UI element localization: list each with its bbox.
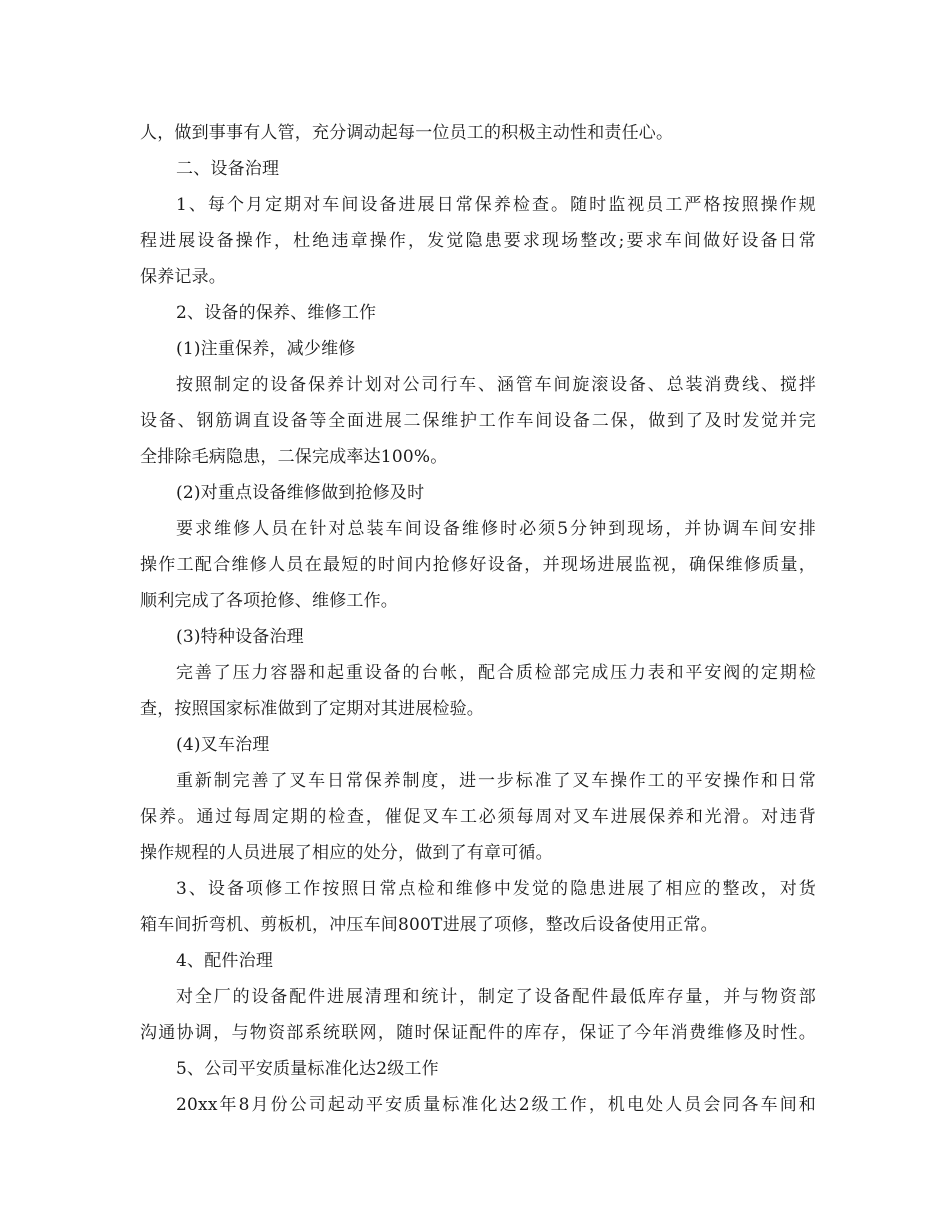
text-line-3: 1、每个月定期对车间设备进展日常保养检查。随时监视员工严格按照操作规 — [176, 195, 816, 215]
text-line-13: 操作工配合维修人员在最短的时间内抢修好设备，并现场进展监视，确保维修质量， — [140, 555, 816, 575]
text-line-19: 重新制完善了叉车日常保养制度，进一步标准了叉车操作工的平安操作和日常 — [176, 771, 816, 791]
subheading-special-equipment: (3)特种设备治理 — [176, 627, 304, 647]
text-line-22: 3、设备项修工作按照日常点检和维修中发觉的隐患进展了相应的整改，对货 — [176, 879, 816, 899]
text-line-1: 人，做到事事有人管，充分调动起每一位员工的积极主动性和责任心。 — [140, 123, 674, 143]
subheading-key-equipment-repair: (2)对重点设备维修做到抢修及时 — [176, 483, 425, 503]
text-line-8: 按照制定的设备保养计划对公司行车、涵管车间旋滚设备、总装消费线、搅拌 — [176, 375, 816, 395]
text-line-28: 20xx年8月份公司起动平安质量标准化达2级工作，机电处人员会同各车间和 — [176, 1095, 816, 1115]
subheading-parts-management: 4、配件治理 — [176, 951, 274, 971]
text-line-4: 程进展设备操作，杜绝违章操作，发觉隐患要求现场整改;要求车间做好设备日常 — [140, 231, 816, 251]
text-line-10: 全排除毛病隐患，二保完成率达100%。 — [140, 447, 448, 467]
text-line-12: 要求维修人员在针对总装车间设备维修时必须5分钟到现场，并协调车间安排 — [176, 519, 816, 539]
document-body — [140, 115, 816, 1123]
subheading-forklift-management: (4)叉车治理 — [176, 735, 270, 755]
subheading-maintenance-work: 2、设备的保养、维修工作 — [176, 303, 377, 323]
subheading-focus-on-maintenance: (1)注重保养，减少维修 — [176, 339, 356, 359]
text-line-14: 顺利完成了各项抢修、维修工作。 — [140, 591, 398, 611]
text-line-25: 对全厂的设备配件进展清理和统计，制定了设备配件最低库存量，并与物资部 — [176, 987, 816, 1007]
text-line-21: 操作规程的人员进展了相应的处分，做到了有章可循。 — [140, 843, 553, 863]
text-line-5: 保养记录。 — [140, 267, 226, 287]
text-line-26: 沟通协调，与物资部系统联网，随时保证配件的库存，保证了今年消费维修及时性。 — [140, 1023, 816, 1043]
section-heading-equipment-management: 二、设备治理 — [176, 159, 280, 179]
text-line-17: 查，按照国家标准做到了定期对其进展检验。 — [140, 699, 484, 719]
text-line-9: 设备、钢筋调直设备等全面进展二保维护工作车间设备二保，做到了及时发觉并完 — [140, 411, 816, 431]
text-line-23: 箱车间折弯机、剪板机，冲压车间800T进展了项修，整改后设备使用正常。 — [140, 915, 718, 935]
subheading-safety-standardization: 5、公司平安质量标准化达2级工作 — [176, 1059, 439, 1079]
text-line-16: 完善了压力容器和起重设备的台帐，配合质检部完成压力表和平安阀的定期检 — [176, 663, 816, 683]
text-line-20: 保养。通过每周定期的检查，催促叉车工必须每周对叉车进展保养和光滑。对违背 — [140, 807, 816, 827]
